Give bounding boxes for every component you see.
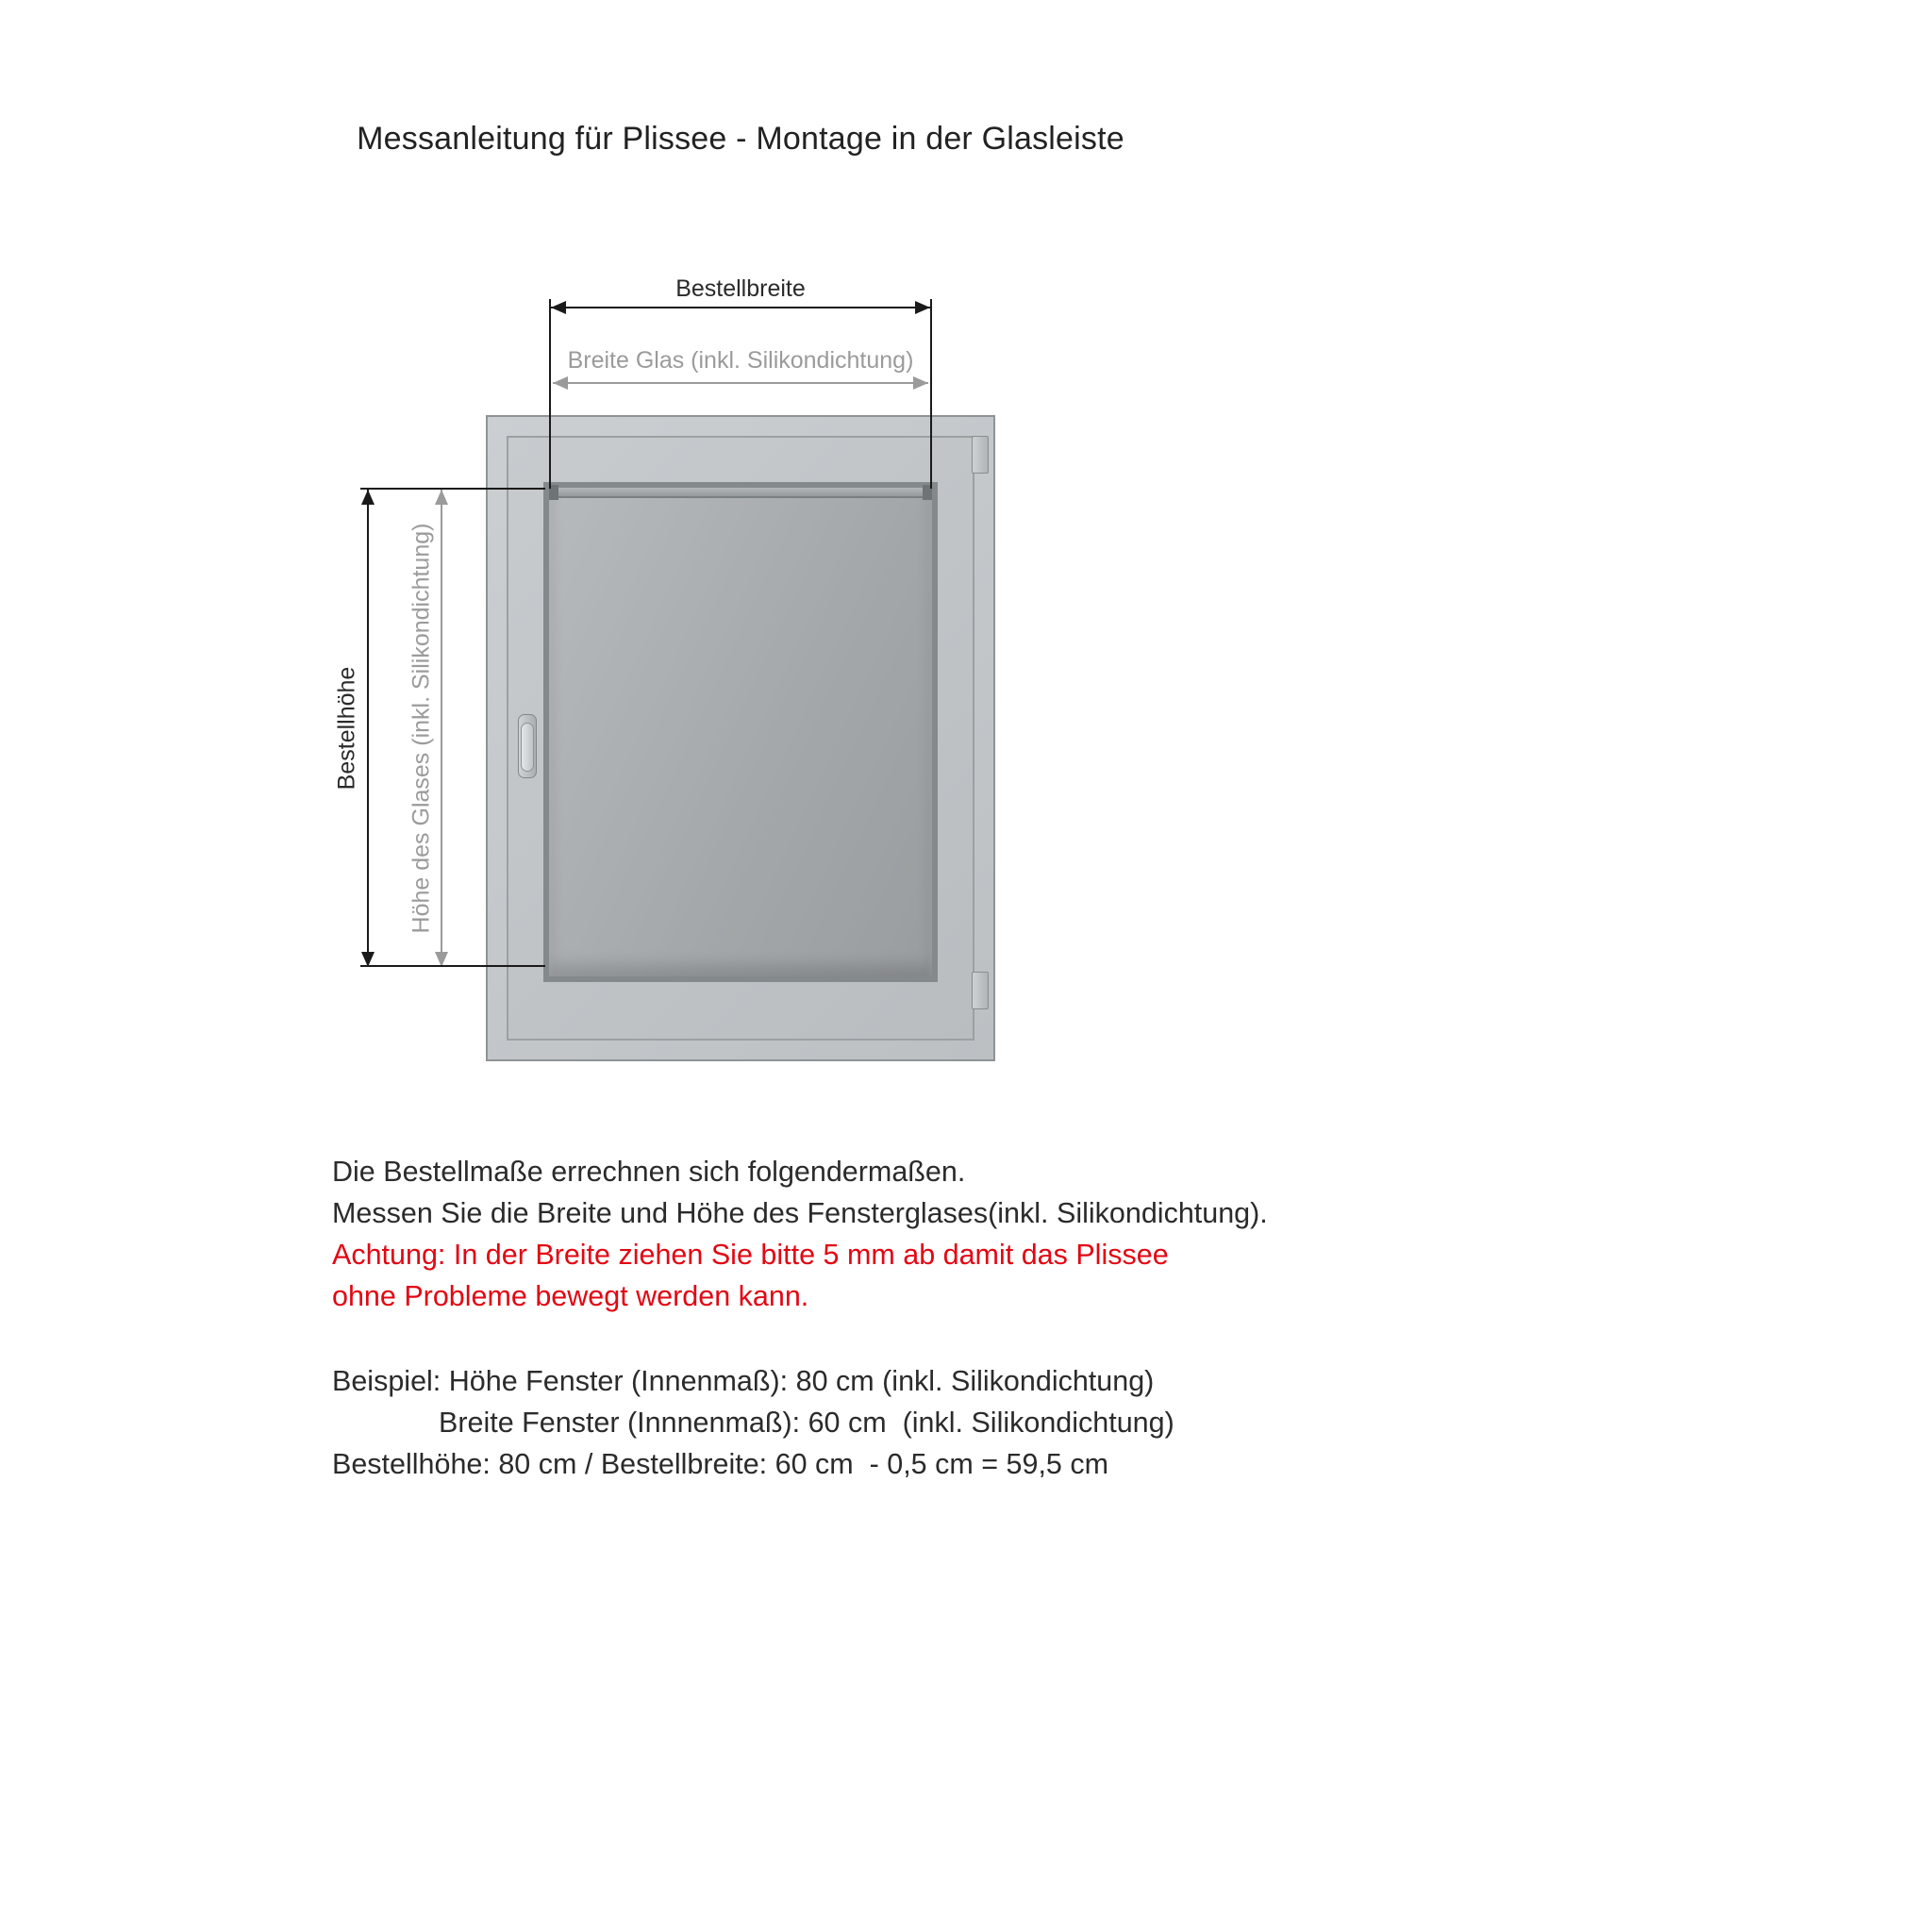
warning-line-2: ohne Probleme bewegt werden kann. [332,1280,809,1312]
extension-line-top [360,488,545,490]
label-glass-width: Breite Glas (inkl. Silikondichtung) [567,347,914,374]
hinge-bottom [972,972,989,1009]
plissee-top-rail [549,488,932,498]
window-glass [543,482,938,982]
instruction-line-1: Die Bestellmaße errechnen sich folgendermaßen. [332,1156,966,1188]
hinge-top [972,436,989,474]
example-line-2: Breite Fenster (Innnenmaß): 60 cm (inkl. Silikondichtung) [439,1407,1174,1439]
arrow-order-width [551,307,930,308]
example-line-3: Bestellhöhe: 80 cm / Bestellbreite: 60 cm - 0,5 cm = 59,5 cm [332,1448,1109,1480]
page-title: Messanleitung für Plissee - Montage in der Glasleiste [357,121,1124,157]
extension-line-left [549,299,551,489]
label-order-height: Bestellhöhe [333,666,360,791]
label-glass-height: Höhe des Glases (inkl. Silikondichtung) [408,523,435,934]
warning-line-1: Achtung: In der Breite ziehen Sie bitte 5 mm ab damit das Plissee [332,1239,1169,1271]
example-line-1: Beispiel: Höhe Fenster (Innenmaß): 80 cm (inkl. Silikondichtung) [332,1365,1155,1397]
instruction-text [332,1151,1268,1485]
arrow-glass-height [441,490,442,967]
window-handle-grip [521,723,534,772]
extension-line-bottom [360,965,545,967]
arrow-order-height [367,490,369,967]
instruction-line-2: Messen Sie die Breite und Höhe des Fensterglases(inkl. Silikondichtung). [332,1197,1268,1229]
arrow-glass-width [553,382,928,384]
extension-line-right [930,299,932,489]
label-order-width: Bestellbreite [675,275,806,302]
spacer [332,1317,1268,1360]
